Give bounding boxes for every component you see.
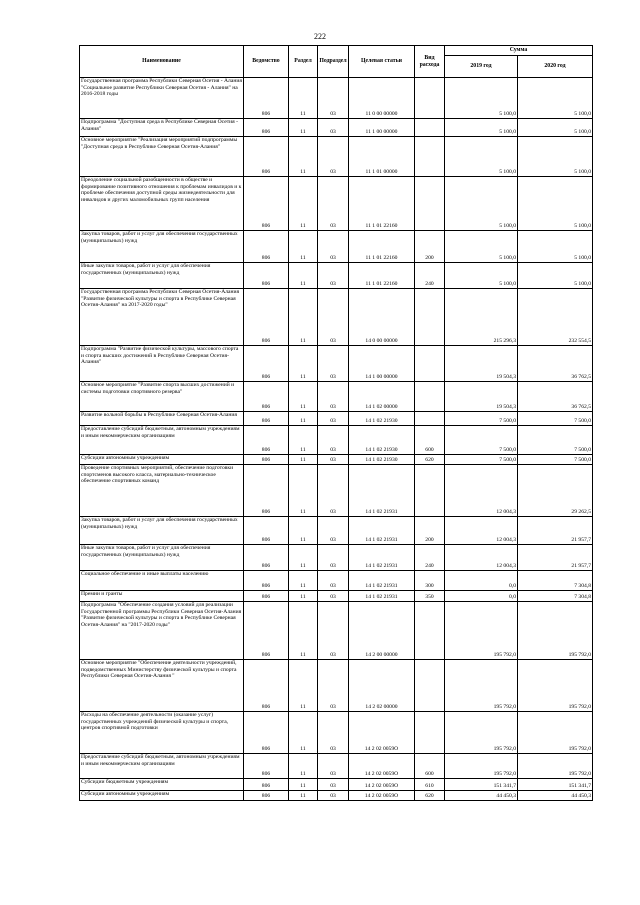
row-sum-2020: 5 100,0 (518, 263, 593, 289)
row-section: 11 (289, 263, 318, 289)
row-target: 11 0 00 00000 (349, 78, 415, 119)
row-name: Основное мероприятие "Обеспечение деятельности учреждений, подведомственных Министерству физической культуры и спорта Республики Северная Осетия-Алания " (80, 660, 244, 712)
col-header-section: Раздел (289, 46, 318, 78)
row-target: 11 1 01 22160 (349, 231, 415, 263)
row-section: 11 (289, 465, 318, 517)
col-header-target: Целевая статьи (349, 46, 415, 78)
row-ministry: 806 (244, 231, 289, 263)
table-row (80, 412, 593, 426)
row-subsection: 03 (318, 779, 349, 791)
budget-table (79, 45, 593, 801)
row-ministry: 806 (244, 602, 289, 660)
row-sum-2019: 195 792,0 (445, 754, 518, 779)
row-subsection: 03 (318, 231, 349, 263)
row-sum-2019: 5 100,0 (445, 231, 518, 263)
row-subsection: 03 (318, 517, 349, 545)
table-row (80, 289, 593, 346)
row-target: 14 2 02 0059O (349, 779, 415, 791)
row-sum-2019: 5 100,0 (445, 137, 518, 177)
row-subsection: 03 (318, 545, 349, 571)
row-expense-type (415, 382, 445, 412)
col-header-expense-type: Вид расхода (415, 46, 445, 78)
row-sum-2020: 21 957,7 (518, 545, 593, 571)
row-ministry: 806 (244, 517, 289, 545)
row-sum-2019: 12 004,3 (445, 545, 518, 571)
row-name: Подпрограмма "Доступная среда в Республике Северная Осетия - Алания" (80, 119, 244, 137)
row-subsection: 03 (318, 712, 349, 754)
table-row (80, 78, 593, 119)
row-expense-type (415, 346, 445, 382)
row-sum-2019: 19 504,3 (445, 382, 518, 412)
page-number: 222 (314, 32, 326, 41)
table-row (80, 712, 593, 754)
row-target: 14 1 02 21931 (349, 517, 415, 545)
row-section: 11 (289, 712, 318, 754)
col-header-sum: Сумма (445, 46, 593, 56)
row-name: Основное мероприятие "Развитие спорта высших достижений и системы подготовки спортивного резерва" (80, 382, 244, 412)
row-expense-type: 620 (415, 455, 445, 465)
row-sum-2019: 151 341,7 (445, 779, 518, 791)
table-row (80, 231, 593, 263)
row-section: 11 (289, 455, 318, 465)
row-expense-type (415, 660, 445, 712)
row-ministry: 806 (244, 412, 289, 426)
row-target: 14 1 02 21931 (349, 591, 415, 602)
row-expense-type: 350 (415, 591, 445, 602)
row-expense-type: 240 (415, 545, 445, 571)
row-ministry: 806 (244, 712, 289, 754)
row-expense-type (415, 119, 445, 137)
row-sum-2019: 215 296,3 (445, 289, 518, 346)
row-sum-2020: 7 304,8 (518, 571, 593, 591)
row-ministry: 806 (244, 571, 289, 591)
row-sum-2019: 195 792,0 (445, 602, 518, 660)
table-row (80, 754, 593, 779)
row-sum-2020: 232 554,5 (518, 289, 593, 346)
table-row (80, 137, 593, 177)
row-subsection: 03 (318, 602, 349, 660)
row-target: 14 2 02 0059O (349, 791, 415, 801)
row-name: Предоставление субсидий бюджетным, автономным учреждениям и иным некоммерческим организациям (80, 754, 244, 779)
row-ministry: 806 (244, 426, 289, 455)
row-target: 14 0 00 00000 (349, 289, 415, 346)
row-name: Иные закупки товаров, работ и услуг для обеспечения государственных (муниципальных) нужд (80, 545, 244, 571)
row-section: 11 (289, 591, 318, 602)
row-sum-2019: 5 100,0 (445, 263, 518, 289)
row-sum-2020: 5 100,0 (518, 119, 593, 137)
row-section: 11 (289, 412, 318, 426)
row-sum-2020: 5 100,0 (518, 177, 593, 231)
row-sum-2019: 0,0 (445, 591, 518, 602)
row-target: 11 1 01 00000 (349, 137, 415, 177)
row-target: 14 1 02 21930 (349, 426, 415, 455)
row-sum-2020: 195 792,0 (518, 602, 593, 660)
table-row (80, 591, 593, 602)
row-section: 11 (289, 517, 318, 545)
row-name: Подпрограмма "Обеспечение создания условий для реализации Государственной программы Республики Северная Осетия-Алания "Развитие физической культуры и спорта в Республике Северная Осетия-Алания" на "2017-2020 годы" (80, 602, 244, 660)
row-sum-2019: 12 004,3 (445, 465, 518, 517)
row-name: Предоставление субсидий бюджетным, автономным учреждениям и иным некоммерческим организациям (80, 426, 244, 455)
row-name: Государственная программа Республики Северная Осетия-Алания "Развитие физической культуры и спорта в Республике Северная Осетия-Алания" на 2017-2020 годы" (80, 289, 244, 346)
row-name: Закупка товаров, работ и услуг для обеспечения государственных (муниципальных) нужд (80, 231, 244, 263)
row-ministry: 806 (244, 591, 289, 602)
row-target: 14 1 02 00000 (349, 382, 415, 412)
row-sum-2019: 44 450,3 (445, 791, 518, 801)
row-sum-2020: 195 792,0 (518, 754, 593, 779)
row-section: 11 (289, 602, 318, 660)
row-target: 14 1 02 21931 (349, 545, 415, 571)
table-body (80, 78, 593, 801)
row-ministry: 806 (244, 382, 289, 412)
row-sum-2020: 7 500,0 (518, 455, 593, 465)
row-expense-type (415, 465, 445, 517)
row-target: 11 1 01 22160 (349, 263, 415, 289)
row-name: Иные закупки товаров, работ и услуг для обеспечения государственных (муниципальных) нужд (80, 263, 244, 289)
row-expense-type: 200 (415, 231, 445, 263)
row-ministry: 806 (244, 177, 289, 231)
row-sum-2020: 44 450,3 (518, 791, 593, 801)
row-subsection: 03 (318, 177, 349, 231)
col-header-2020: 2020 год (518, 56, 593, 78)
row-target: 14 1 02 21931 (349, 571, 415, 591)
row-target: 14 1 02 21931 (349, 465, 415, 517)
row-target: 14 1 02 21930 (349, 455, 415, 465)
row-sum-2019: 5 100,0 (445, 78, 518, 119)
row-expense-type (415, 712, 445, 754)
row-subsection: 03 (318, 660, 349, 712)
row-sum-2019: 12 004,3 (445, 517, 518, 545)
row-subsection: 03 (318, 289, 349, 346)
row-sum-2020: 29 262,5 (518, 465, 593, 517)
row-sum-2020: 151 341,7 (518, 779, 593, 791)
table-row (80, 779, 593, 791)
row-name: Премии и гранты (80, 591, 244, 602)
row-section: 11 (289, 231, 318, 263)
table-row (80, 791, 593, 801)
row-ministry: 806 (244, 465, 289, 517)
row-section: 11 (289, 346, 318, 382)
row-expense-type: 240 (415, 263, 445, 289)
col-header-2019: 2019 год (445, 56, 518, 78)
row-section: 11 (289, 545, 318, 571)
table-row (80, 263, 593, 289)
row-section: 11 (289, 382, 318, 412)
col-header-name: Наименование (80, 46, 244, 78)
row-sum-2019: 5 100,0 (445, 119, 518, 137)
row-sum-2019: 0,0 (445, 571, 518, 591)
row-subsection: 03 (318, 591, 349, 602)
row-ministry: 806 (244, 289, 289, 346)
row-section: 11 (289, 177, 318, 231)
row-expense-type: 620 (415, 791, 445, 801)
row-sum-2019: 7 500,0 (445, 426, 518, 455)
row-ministry: 806 (244, 660, 289, 712)
table-row (80, 346, 593, 382)
row-target: 14 2 00 00000 (349, 602, 415, 660)
row-section: 11 (289, 426, 318, 455)
row-target: 14 1 00 00000 (349, 346, 415, 382)
row-name: Развитие вольной борьбы в Республике Северная Осетия-Алания (80, 412, 244, 426)
row-section: 11 (289, 791, 318, 801)
table-row (80, 426, 593, 455)
table-row (80, 660, 593, 712)
row-section: 11 (289, 78, 318, 119)
row-sum-2019: 195 792,0 (445, 660, 518, 712)
row-expense-type: 300 (415, 571, 445, 591)
row-name: Субсидии автономным учреждениям (80, 791, 244, 801)
row-subsection: 03 (318, 382, 349, 412)
row-name: Основное мероприятие "Реализация мероприятий подпрограммы "Доступная среда в Республике Северная Осетия-Алания" (80, 137, 244, 177)
row-sum-2019: 19 504,3 (445, 346, 518, 382)
row-sum-2019: 7 500,0 (445, 412, 518, 426)
row-ministry: 806 (244, 791, 289, 801)
row-expense-type: 600 (415, 754, 445, 779)
row-sum-2020: 7 500,0 (518, 426, 593, 455)
row-sum-2019: 7 500,0 (445, 455, 518, 465)
row-subsection: 03 (318, 346, 349, 382)
row-ministry: 806 (244, 545, 289, 571)
table-row (80, 119, 593, 137)
row-expense-type (415, 78, 445, 119)
row-sum-2020: 21 957,7 (518, 517, 593, 545)
table-row (80, 602, 593, 660)
row-name: Закупка товаров, работ и услуг для обеспечения государственных (муниципальных) нужд (80, 517, 244, 545)
row-expense-type: 610 (415, 779, 445, 791)
row-ministry: 806 (244, 754, 289, 779)
row-section: 11 (289, 779, 318, 791)
row-target: 14 1 02 21930 (349, 412, 415, 426)
table-row (80, 545, 593, 571)
row-expense-type (415, 289, 445, 346)
row-sum-2020: 36 762,5 (518, 346, 593, 382)
row-sum-2019: 195 792,0 (445, 712, 518, 754)
row-subsection: 03 (318, 754, 349, 779)
row-sum-2019: 5 100,0 (445, 177, 518, 231)
row-section: 11 (289, 289, 318, 346)
row-sum-2020: 195 792,0 (518, 712, 593, 754)
row-target: 11 1 01 22160 (349, 177, 415, 231)
row-section: 11 (289, 119, 318, 137)
table-row (80, 455, 593, 465)
row-ministry: 806 (244, 137, 289, 177)
row-sum-2020: 36 762,5 (518, 382, 593, 412)
row-ministry: 806 (244, 78, 289, 119)
table-row (80, 177, 593, 231)
row-expense-type (415, 177, 445, 231)
table-row (80, 465, 593, 517)
row-subsection: 03 (318, 571, 349, 591)
col-header-ministry: Ведомство (244, 46, 289, 78)
row-name: Преодоление социальной разобщенности в обществе и формирование позитивного отношения к проблемам инвалидов и к проблеме обеспечения доступной среды жизнедеятельности для инвалидов и других маломобильных групп населения (80, 177, 244, 231)
row-ministry: 806 (244, 346, 289, 382)
row-target: 14 2 02 0059O (349, 754, 415, 779)
table-row (80, 382, 593, 412)
row-ministry: 806 (244, 455, 289, 465)
row-expense-type (415, 137, 445, 177)
row-sum-2020: 7 304,8 (518, 591, 593, 602)
row-name: Подпрограмма "Развитие физической культуры, массового спорта и спорта высших достижений в Республике Северная Осетия-Алания" (80, 346, 244, 382)
row-subsection: 03 (318, 263, 349, 289)
row-subsection: 03 (318, 412, 349, 426)
row-expense-type (415, 412, 445, 426)
row-target: 14 2 02 0059O (349, 712, 415, 754)
row-subsection: 03 (318, 465, 349, 517)
table-row (80, 571, 593, 591)
table-row (80, 517, 593, 545)
row-target: 11 1 00 00000 (349, 119, 415, 137)
row-ministry: 806 (244, 779, 289, 791)
row-subsection: 03 (318, 791, 349, 801)
row-section: 11 (289, 571, 318, 591)
row-name: Проведение спортивных мероприятий, обеспечение подготовки спортсменов высокого класса, материально-техническое обеспечение спортивных команд (80, 465, 244, 517)
row-expense-type: 600 (415, 426, 445, 455)
row-subsection: 03 (318, 119, 349, 137)
col-header-subsection: Подраздел (318, 46, 349, 78)
row-sum-2020: 7 500,0 (518, 412, 593, 426)
row-ministry: 806 (244, 119, 289, 137)
row-section: 11 (289, 660, 318, 712)
row-sum-2020: 5 100,0 (518, 231, 593, 263)
row-sum-2020: 195 792,0 (518, 660, 593, 712)
row-subsection: 03 (318, 78, 349, 119)
row-name: Социальное обеспечение и иные выплаты населению (80, 571, 244, 591)
row-subsection: 03 (318, 137, 349, 177)
row-section: 11 (289, 754, 318, 779)
row-expense-type: 200 (415, 517, 445, 545)
row-name: Государственная программа Республики Северная Осетия - Алания "Социальное развитие Республики Северная Осетия - Алания" на 2016-2018 годы (80, 78, 244, 119)
row-target: 14 2 02 00000 (349, 660, 415, 712)
row-sum-2020: 5 100,0 (518, 137, 593, 177)
row-ministry: 806 (244, 263, 289, 289)
row-subsection: 03 (318, 426, 349, 455)
row-name: Субсидии автономным учреждениям (80, 455, 244, 465)
row-sum-2020: 5 100,0 (518, 78, 593, 119)
row-name: Расходы на обеспечение деятельности (оказание услуг) государственных учреждений физической культуры и спорта, центров спортивной подготовки (80, 712, 244, 754)
row-expense-type (415, 602, 445, 660)
row-section: 11 (289, 137, 318, 177)
row-name: Субсидии бюджетным учреждениям (80, 779, 244, 791)
row-subsection: 03 (318, 455, 349, 465)
